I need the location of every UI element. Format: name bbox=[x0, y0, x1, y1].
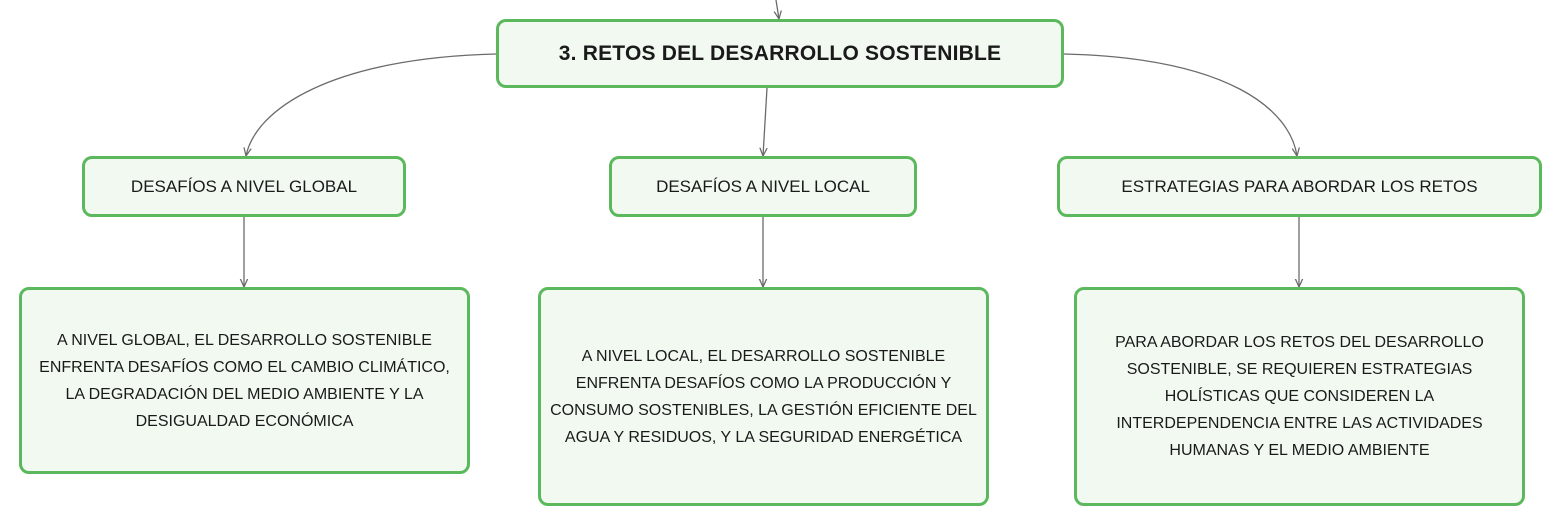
topic-global-label: DESAFÍOS A NIVEL GLOBAL bbox=[130, 176, 358, 196]
connector-root-to-strategies bbox=[1064, 54, 1297, 156]
detail-local-text: A NIVEL LOCAL, EL DESARROLLO SOSTENIBLE ENFRENTA DESAFÍOS COMO LA PRODUCCIÓN Y CONSUMO SOSTENIBLES, LA GESTIÓN EFICIENTE DEL AGUA Y RESIDUOS, Y LA SEGURIDAD ENERGÉTICA bbox=[550, 347, 977, 446]
root-node[interactable] bbox=[496, 19, 1064, 88]
topic-local-label: DESAFÍOS A NIVEL LOCAL bbox=[656, 176, 870, 196]
root-label: 3. RETOS DEL DESARROLLO SOSTENIBLE bbox=[558, 41, 1002, 65]
detail-global-challenges[interactable] bbox=[19, 287, 470, 474]
connector-root-to-global bbox=[246, 54, 496, 156]
topic-strategies[interactable] bbox=[1057, 156, 1542, 217]
connector-incoming-root bbox=[776, 0, 779, 19]
topic-global-challenges[interactable] bbox=[82, 156, 406, 217]
detail-global-text: A NIVEL GLOBAL, EL DESARROLLO SOSTENIBLE ENFRENTA DESAFÍOS COMO EL CAMBIO CLIMÁTICO, LA DEGRADACIÓN DEL MEDIO AMBIENTE Y LA DESIGUALDAD ECONÓMICA bbox=[39, 331, 450, 430]
detail-strategies[interactable] bbox=[1074, 287, 1525, 506]
topic-local-challenges[interactable] bbox=[609, 156, 917, 217]
connector-root-to-local bbox=[763, 88, 767, 156]
topic-strategies-label: ESTRATEGIAS PARA ABORDAR LOS RETOS bbox=[1121, 176, 1478, 196]
detail-local-challenges[interactable] bbox=[538, 287, 989, 506]
detail-strategies-text: PARA ABORDAR LOS RETOS DEL DESARROLLO SOSTENIBLE, SE REQUIEREN ESTRATEGIAS HOLÍSTICAS QUE CONSIDEREN LA INTERDEPENDENCIA ENTRE LAS ACTIVIDADES HUMANAS Y EL MEDIO AMBIENTE bbox=[1115, 334, 1484, 459]
